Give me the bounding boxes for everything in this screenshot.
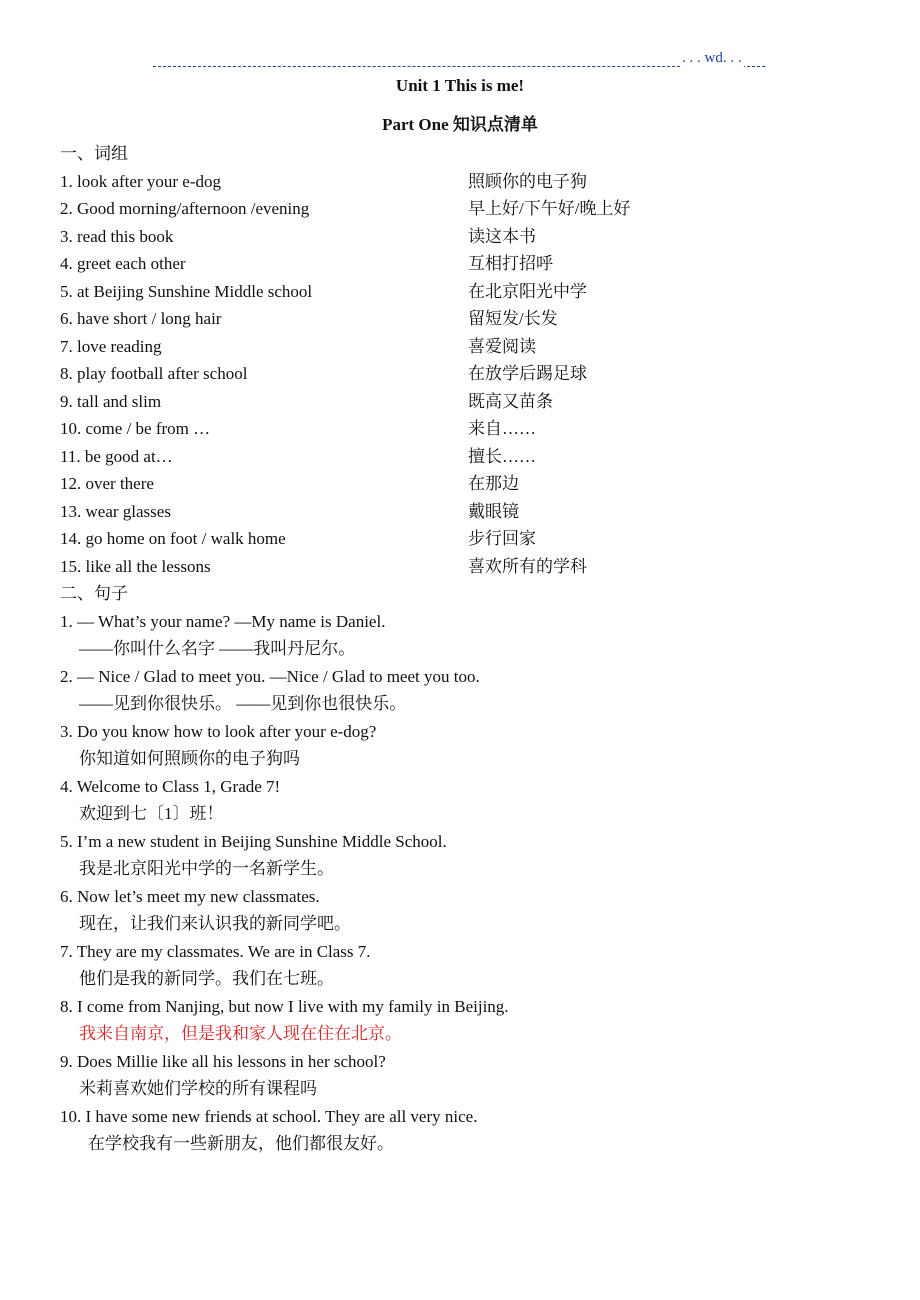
page-title: Unit 1 This is me!	[395, 76, 525, 95]
phrase-en: 12. over there	[60, 474, 154, 493]
phrase-en: 13. wear glasses	[60, 501, 171, 521]
sentence-zh: 他们是我的新同学。我们在七班。	[79, 969, 334, 988]
sentence-zh: 你知道如何照顾你的电子狗吗	[79, 749, 300, 768]
sentence-en: 4. Welcome to Class 1, Grade 7!	[60, 776, 281, 796]
header-dashed-line	[153, 66, 765, 67]
sentence-zh-highlighted: 我来自南京，但是我和家人现在住在北京。	[79, 1024, 402, 1043]
phrase-zh: 早上好/下午好/晚上好	[468, 199, 631, 218]
phrase-zh: 喜欢所有的学科	[468, 556, 587, 576]
phrase-zh: 留短发/长发	[468, 309, 558, 328]
phrase-en: 5. at Beijing Sunshine Middle school	[60, 281, 313, 301]
sentence-en: 2. — Nice / Glad to meet you. —Nice / Glad to meet you too.	[60, 666, 480, 686]
phrase-item	[60, 168, 880, 196]
sentence-zh: 在学校我有一些新朋友，他们都很友好。	[88, 1134, 394, 1153]
content	[60, 140, 880, 1158]
sentence-list	[60, 608, 880, 1158]
phrase-en: 10. come / be from …	[60, 419, 211, 438]
phrase-item	[60, 553, 880, 581]
phrase-item	[60, 360, 880, 388]
sentence-en: 6. Now let’s meet my new classmates.	[60, 886, 320, 906]
phrase-en: 7. love reading	[60, 336, 162, 356]
phrase-item	[60, 498, 880, 526]
phrase-zh: 在放学后踢足球	[468, 364, 587, 383]
phrase-item	[60, 525, 880, 553]
phrase-item	[60, 223, 880, 251]
phrase-en: 15. like all the lessons	[60, 556, 211, 576]
header-mark: . . . wd. . .	[682, 50, 742, 66]
phrase-zh: 读这本书	[468, 226, 536, 246]
sentence-zh: ——见到你很快乐。 ——见到你也很快乐。	[79, 694, 407, 713]
phrase-item	[60, 278, 880, 306]
phrase-en: 9. tall and slim	[60, 391, 162, 411]
page-subtitle: Part One 知识点清单	[382, 115, 538, 134]
sentence-zh: ——你叫什么名字 ——我叫丹尼尔。	[79, 639, 356, 658]
phrase-item	[60, 443, 880, 471]
phrase-item	[60, 333, 880, 361]
phrase-zh: 在北京阳光中学	[468, 281, 587, 301]
phrase-item	[60, 305, 880, 333]
phrase-en: 2. Good morning/afternoon /evening	[60, 199, 310, 218]
phrase-item	[60, 470, 880, 498]
phrase-en: 14. go home on foot / walk home	[60, 529, 286, 548]
sentence-zh: 米莉喜欢她们学校的所有课程吗	[79, 1079, 317, 1098]
phrase-en: 4. greet each other	[60, 254, 186, 273]
sentence-en: 7. They are my classmates. We are in Class 7.	[60, 941, 371, 961]
sentence-en: 9. Does Millie like all his lessons in her school?	[60, 1051, 386, 1071]
phrase-en: 1. look after your e-dog	[60, 171, 221, 191]
sentence-zh: 现在，让我们来认识我的新同学吧。	[79, 914, 351, 933]
phrase-zh: 喜爱阅读	[468, 336, 536, 356]
phrase-item	[60, 250, 880, 278]
sentence-zh: 我是北京阳光中学的一名新学生。	[79, 859, 334, 878]
phrase-list	[60, 168, 880, 581]
phrase-zh: 在那边	[468, 474, 519, 493]
phrase-item	[60, 388, 880, 416]
sentences-heading: 二、句子	[60, 584, 128, 603]
sentence-en: 10. I have some new friends at school. They are all very nice.	[60, 1106, 478, 1126]
phrase-en: 8. play football after school	[60, 364, 248, 383]
phrase-zh: 照顾你的电子狗	[468, 171, 587, 191]
sentence-en: 3. Do you know how to look after your e-dog?	[60, 721, 377, 741]
phrase-zh: 互相打招呼	[468, 254, 553, 273]
sentence-en: 8. I come from Nanjing, but now I live with my family in Beijing.	[60, 996, 509, 1016]
phrase-en: 6. have short / long hair	[60, 309, 222, 328]
phrase-en: 3. read this book	[60, 226, 174, 246]
phrases-heading: 一、词组	[60, 144, 128, 163]
phrase-zh: 步行回家	[468, 529, 536, 548]
phrase-item	[60, 195, 880, 223]
phrase-zh: 戴眼镜	[468, 501, 519, 521]
phrase-zh: 既高又苗条	[468, 391, 553, 411]
phrase-en: 11. be good at…	[60, 446, 173, 466]
phrase-zh: 来自……	[468, 419, 536, 438]
sentence-en: 5. I’m a new student in Beijing Sunshine Middle School.	[60, 831, 447, 851]
phrase-zh: 擅长……	[468, 446, 536, 466]
sentence-en: 1. — What’s your name? —My name is Daniel.	[60, 611, 386, 631]
phrase-item	[60, 415, 880, 443]
sentence-zh: 欢迎到七〔1〕班！	[79, 804, 224, 823]
